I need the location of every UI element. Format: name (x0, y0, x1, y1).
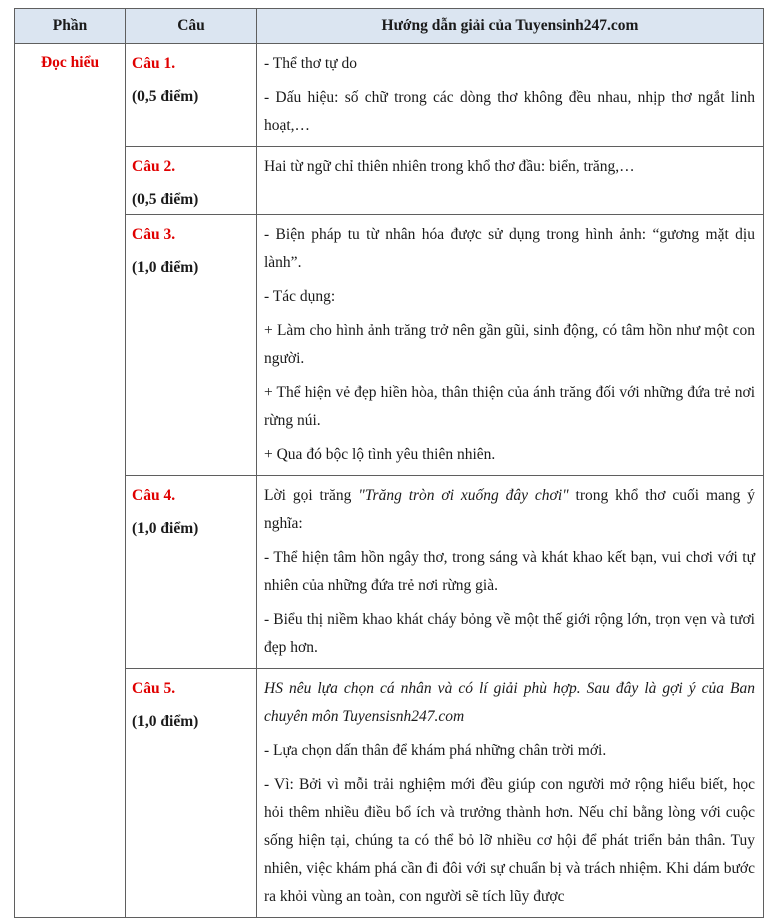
table-row (15, 147, 764, 215)
answer-table (14, 8, 764, 918)
header-row (15, 9, 764, 44)
answer-line: - Biện pháp tu từ nhân hóa được sử dụng trong hình ảnh: “gương mặt dịu lành”. (264, 226, 755, 271)
question-title: Câu 3. (132, 226, 176, 243)
answer-line: + Làm cho hình ảnh trăng trở nên gần gũi, sinh động, có tâm hồn như một con người. (264, 322, 755, 367)
header-question: Câu (126, 9, 257, 44)
table-row (15, 215, 764, 476)
answer-note: HS nêu lựa chọn cá nhân và có lí giải phù hợp. Sau đây là gợi ý của Ban chuyên môn Tuyensisnh247.com (264, 680, 755, 725)
question-title: Câu 4. (132, 487, 176, 504)
quoted-verse: "Trăng tròn ơi xuống đây chơi" (358, 487, 569, 504)
answer-line: + Qua đó bộc lộ tình yêu thiên nhiên. (264, 446, 496, 463)
answer-intro-text: trong khổ thơ cuối mang ý nghĩa: (264, 487, 756, 532)
answer-cell (257, 44, 764, 147)
table-row (15, 669, 764, 918)
question-cell (126, 44, 257, 147)
question-title: Câu 5. (132, 680, 176, 697)
question-score: (0,5 điểm) (132, 88, 199, 105)
question-cell (126, 147, 257, 215)
answer-cell (257, 669, 764, 918)
question-cell (126, 215, 257, 476)
question-score: (0,5 điểm) (132, 191, 199, 208)
answer-line: - Vì: Bởi vì mỗi trải nghiệm mới đều giúp con người mở rộng hiểu biết, học hỏi thêm nhiều điều bổ ích và trưởng thành hơn. Nếu chỉ bằng lòng với cuộc sống hiện tại, chúng ta có thể bỏ lỡ nhiều cơ hội để phát triển bản thân. Tuy nhiên, việc khám phá cần đi đôi với sự chuẩn bị và trách nhiệm. Khi dám bước ra khỏi vùng an toàn, con người sẽ tích lũy được (264, 776, 755, 905)
question-score: (1,0 điểm) (132, 259, 199, 276)
question-title: Câu 2. (132, 158, 176, 175)
header-part: Phần (15, 9, 126, 44)
answer-intro (264, 482, 755, 538)
question-title: Câu 1. (132, 55, 176, 72)
answer-line: - Tác dụng: (264, 288, 336, 305)
answer-cell (257, 147, 764, 215)
answer-line: Hai từ ngữ chỉ thiên nhiên trong khổ thơ đầu: biển, trăng,… (264, 158, 635, 175)
answer-line: - Dấu hiệu: số chữ trong các dòng thơ không đều nhau, nhịp thơ ngắt linh hoạt,… (264, 89, 755, 134)
answer-line: - Lựa chọn dấn thân để khám phá những chân trời mới. (264, 742, 607, 759)
answer-line: - Biểu thị niềm khao khát cháy bỏng về một thế giới rộng lớn, trọn vẹn và tươi đẹp hơn. (264, 611, 755, 656)
header-guide: Hướng dẫn giải của Tuyensinh247.com (257, 9, 764, 44)
section-label: Đọc hiểu (15, 44, 126, 918)
table-row (15, 44, 764, 147)
table-row (15, 476, 764, 669)
question-cell (126, 669, 257, 918)
question-score: (1,0 điểm) (132, 713, 199, 730)
answer-line: - Thể thơ tự do (264, 55, 357, 72)
answer-cell (257, 215, 764, 476)
question-cell (126, 476, 257, 669)
answer-intro-text: Lời gọi trăng (264, 487, 359, 504)
answer-line: - Thể hiện tâm hồn ngây thơ, trong sáng và khát khao kết bạn, vui chơi với tự nhiên của những đứa trẻ nơi rừng già. (264, 549, 755, 594)
question-score: (1,0 điểm) (132, 520, 199, 537)
answer-cell (257, 476, 764, 669)
answer-line: + Thể hiện vẻ đẹp hiền hòa, thân thiện của ánh trăng đối với những đứa trẻ nơi rừng núi. (264, 384, 755, 429)
